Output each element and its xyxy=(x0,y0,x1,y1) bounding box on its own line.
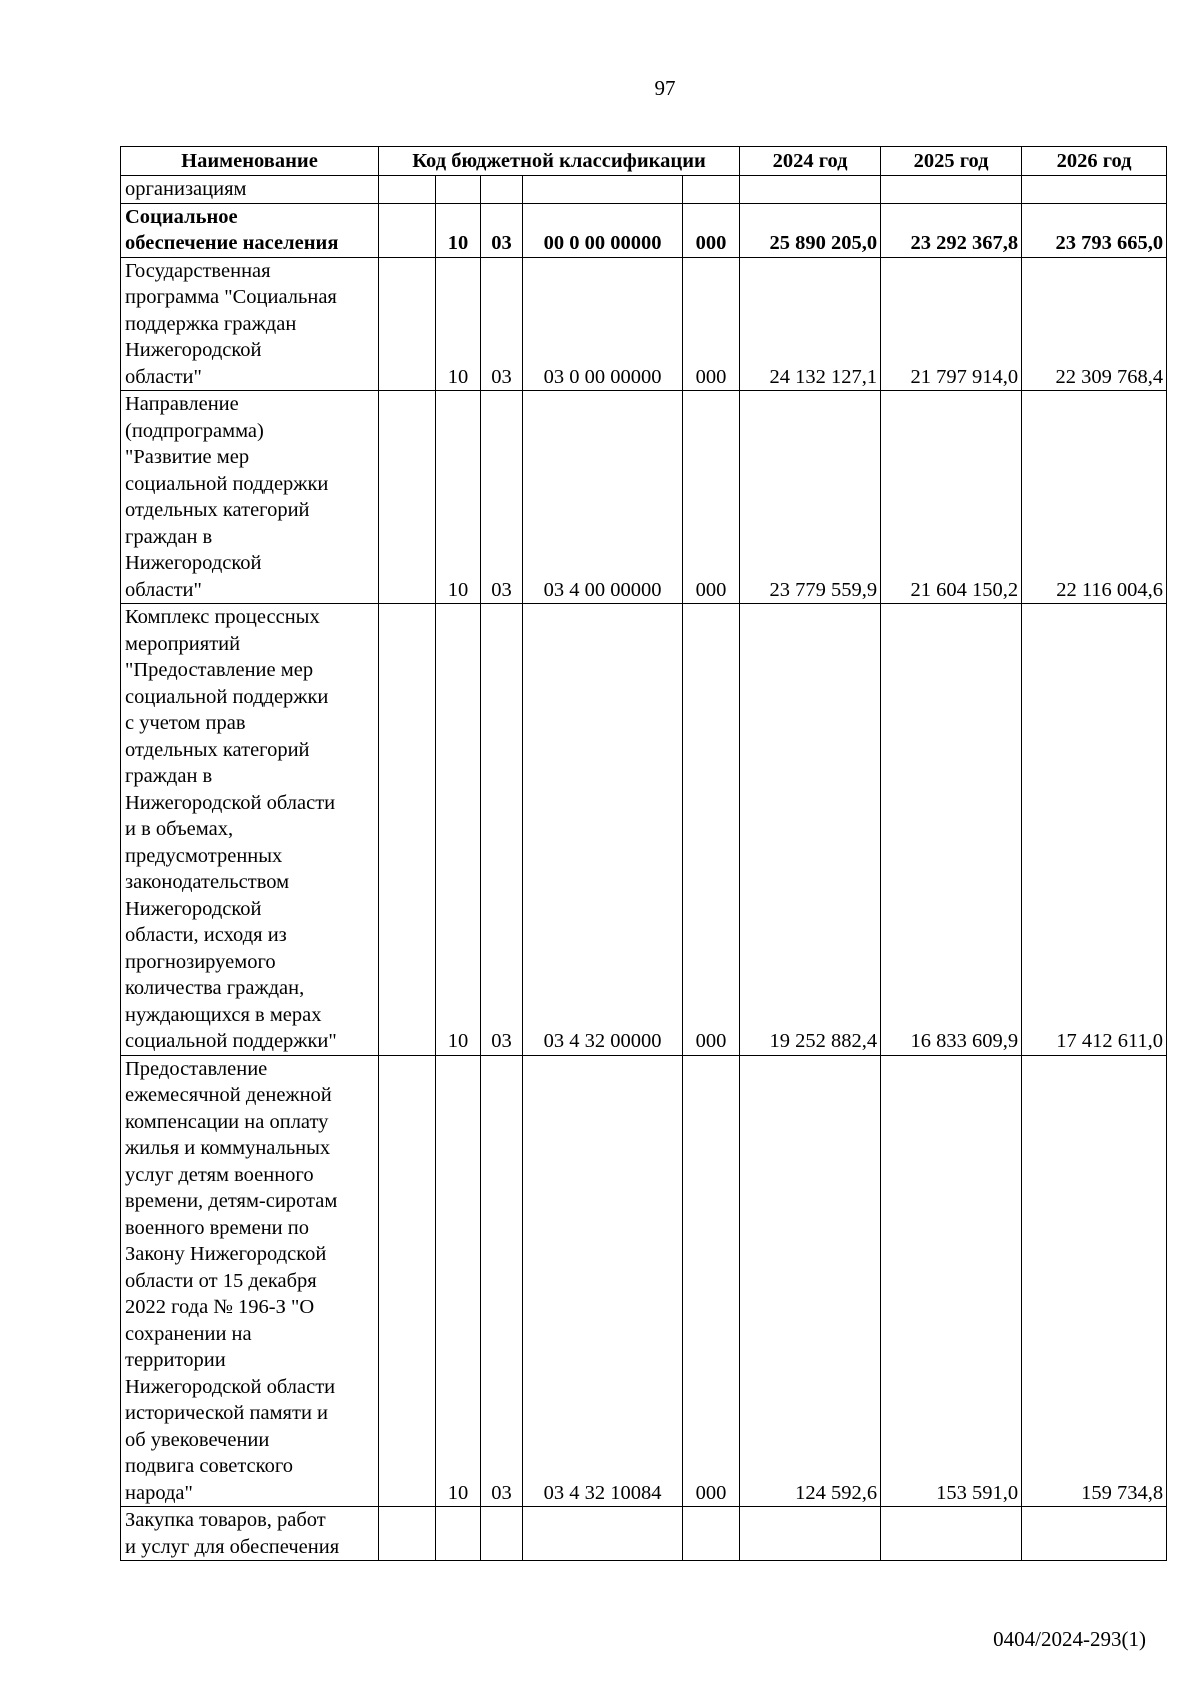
cell-name: Закупка товаров, работ и услуг для обеспечения xyxy=(121,1507,379,1561)
cell-csr: 03 4 00 00000 xyxy=(523,391,683,604)
document-code: 0404/2024-293(1) xyxy=(993,1627,1146,1651)
cell-podrazdel: 03 xyxy=(481,391,523,604)
cell-podrazdel: 03 xyxy=(481,257,523,391)
cell-y2024: 24 132 127,1 xyxy=(740,257,881,391)
cell-vr xyxy=(683,176,740,204)
cell-y2026 xyxy=(1022,176,1167,204)
header-2026: 2026 год xyxy=(1022,147,1167,176)
cell-blank xyxy=(379,391,436,604)
table-row xyxy=(121,604,1167,1056)
cell-csr xyxy=(523,176,683,204)
cell-y2025 xyxy=(881,1507,1022,1561)
cell-podrazdel xyxy=(481,176,523,204)
cell-podrazdel: 03 xyxy=(481,203,523,257)
cell-y2026: 17 412 611,0 xyxy=(1022,604,1167,1056)
cell-csr xyxy=(523,1507,683,1561)
cell-name: Направление (подпрограмма) "Развитие мер социальной поддержки отдельных категорий граждан в Нижегородской области" xyxy=(121,391,379,604)
cell-razdel: 10 xyxy=(436,391,481,604)
budget-table xyxy=(120,146,1167,1561)
cell-vr: 000 xyxy=(683,257,740,391)
cell-podrazdel xyxy=(481,1507,523,1561)
cell-name: Государственная программа "Социальная поддержка граждан Нижегородской области" xyxy=(121,257,379,391)
table-row xyxy=(121,257,1167,391)
cell-name: Комплекс процессных мероприятий "Предоставление мер социальной поддержки с учетом прав отдельных категорий граждан в Нижегородской области и в объемах, предусмотренных законодательством Нижегородской области, исходя из прогнозируемого количества граждан, нуждающихся в мерах социальной поддержки" xyxy=(121,604,379,1056)
cell-y2026: 23 793 665,0 xyxy=(1022,203,1167,257)
cell-razdel: 10 xyxy=(436,1055,481,1507)
table-row xyxy=(121,391,1167,604)
cell-name: Социальное обеспечение населения xyxy=(121,203,379,257)
cell-y2025: 21 604 150,2 xyxy=(881,391,1022,604)
cell-vr: 000 xyxy=(683,604,740,1056)
cell-y2024: 23 779 559,9 xyxy=(740,391,881,604)
page-number: 97 xyxy=(654,76,676,100)
table-body xyxy=(121,176,1167,1561)
cell-y2025: 153 591,0 xyxy=(881,1055,1022,1507)
cell-blank xyxy=(379,1055,436,1507)
cell-y2025 xyxy=(881,176,1022,204)
table-row xyxy=(121,176,1167,204)
cell-y2026: 22 309 768,4 xyxy=(1022,257,1167,391)
cell-blank xyxy=(379,203,436,257)
cell-blank xyxy=(379,176,436,204)
cell-razdel: 10 xyxy=(436,257,481,391)
cell-y2025: 23 292 367,8 xyxy=(881,203,1022,257)
cell-csr: 03 0 00 00000 xyxy=(523,257,683,391)
header-code: Код бюджетной классификации xyxy=(379,147,740,176)
cell-vr xyxy=(683,1507,740,1561)
cell-vr: 000 xyxy=(683,203,740,257)
cell-name: организациям xyxy=(121,176,379,204)
cell-y2024: 25 890 205,0 xyxy=(740,203,881,257)
cell-razdel xyxy=(436,1507,481,1561)
table-row xyxy=(121,1055,1167,1507)
cell-y2025: 16 833 609,9 xyxy=(881,604,1022,1056)
cell-blank xyxy=(379,257,436,391)
cell-razdel: 10 xyxy=(436,604,481,1056)
cell-blank xyxy=(379,604,436,1056)
table-row xyxy=(121,1507,1167,1561)
cell-vr: 000 xyxy=(683,1055,740,1507)
cell-y2024 xyxy=(740,176,881,204)
cell-csr: 00 0 00 00000 xyxy=(523,203,683,257)
cell-vr: 000 xyxy=(683,391,740,604)
cell-razdel xyxy=(436,176,481,204)
cell-csr: 03 4 32 00000 xyxy=(523,604,683,1056)
header-2024: 2024 год xyxy=(740,147,881,176)
cell-y2026: 22 116 004,6 xyxy=(1022,391,1167,604)
header-name: Наименование xyxy=(121,147,379,176)
table-header-row xyxy=(121,147,1167,176)
cell-y2024: 124 592,6 xyxy=(740,1055,881,1507)
cell-podrazdel: 03 xyxy=(481,604,523,1056)
cell-blank xyxy=(379,1507,436,1561)
cell-razdel: 10 xyxy=(436,203,481,257)
cell-csr: 03 4 32 10084 xyxy=(523,1055,683,1507)
cell-y2024 xyxy=(740,1507,881,1561)
cell-y2026: 159 734,8 xyxy=(1022,1055,1167,1507)
header-2025: 2025 год xyxy=(881,147,1022,176)
table-row xyxy=(121,203,1167,257)
cell-name: Предоставление ежемесячной денежной компенсации на оплату жилья и коммунальных услуг детям военного времени, детям-сиротам военного времени по Закону Нижегородской области от 15 декабря 2022 года № 196-З "О сохранении на территории Нижегородской области исторической памяти и об увековечении подвига советского народа" xyxy=(121,1055,379,1507)
cell-podrazdel: 03 xyxy=(481,1055,523,1507)
cell-y2026 xyxy=(1022,1507,1167,1561)
cell-y2025: 21 797 914,0 xyxy=(881,257,1022,391)
cell-y2024: 19 252 882,4 xyxy=(740,604,881,1056)
